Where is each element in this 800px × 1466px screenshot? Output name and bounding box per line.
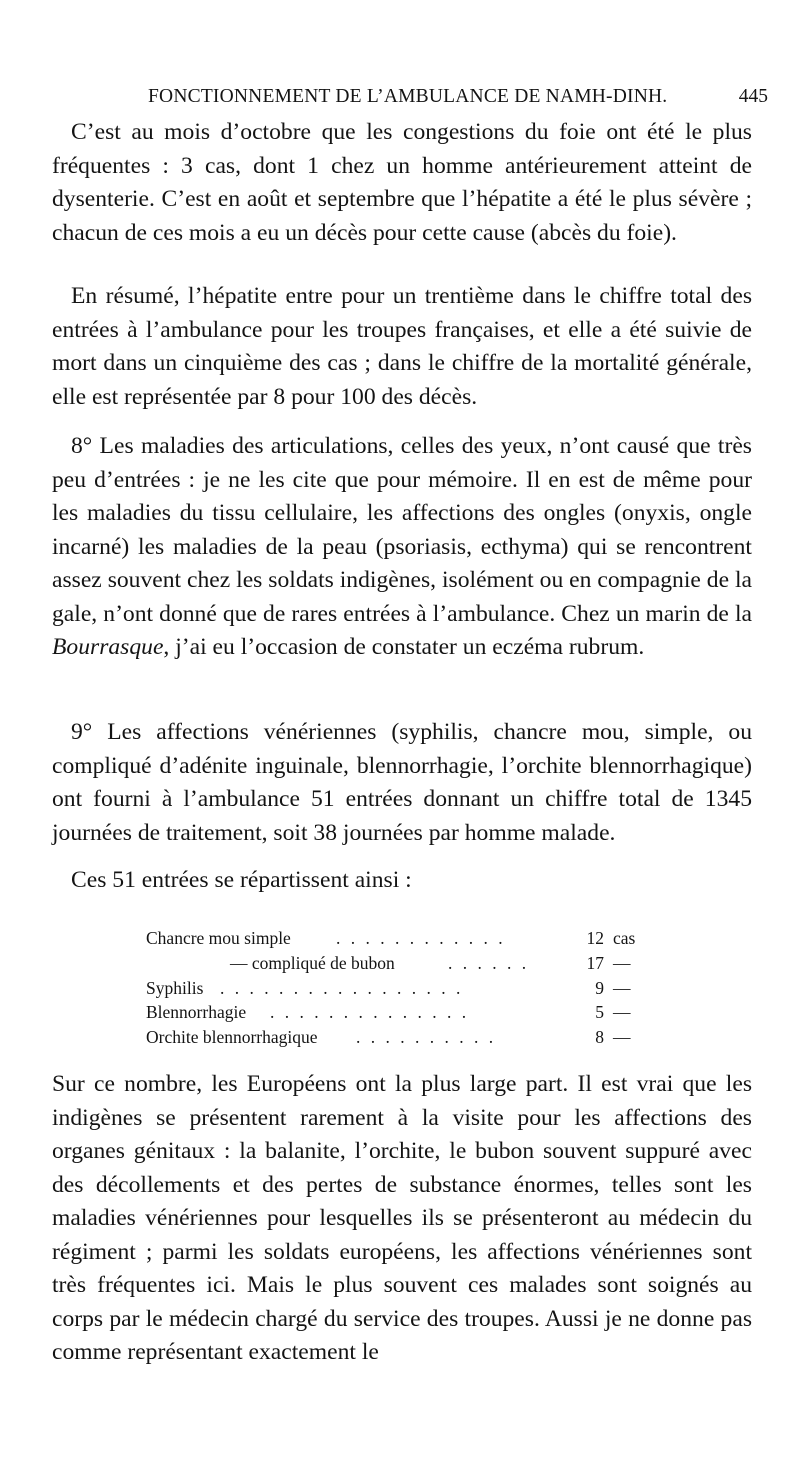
row-unit: —: [613, 1002, 631, 1023]
row-label: Chancre mou simple: [146, 928, 291, 948]
page-number: 445: [738, 86, 768, 107]
paragraph-hepatitis-summary: [52, 280, 752, 414]
paragraph-text: C’est au mois d’octobre que les congestions du foie ont été le plus fréquentes : 3 cas, dont 1 chez un homme antérieurement atteint de dysenterie. C’est en août et septembre que l’hépatite a été le plus sévère ; chacun de ces mois a eu un décès pour cette cause (abcès du foie).: [52, 119, 752, 246]
table-row: [146, 926, 686, 951]
table-row: [146, 976, 686, 1001]
leader-dots: . . . . . .: [448, 952, 530, 973]
table-row: [146, 1025, 686, 1050]
running-head: [118, 80, 768, 112]
leader-dots: . . . . . . . . . . . .: [336, 928, 506, 948]
row-label: Syphilis: [146, 977, 204, 998]
leader-dots: . . . . . . . . . .: [356, 1027, 497, 1048]
row-label: Orchite blennorrhagique: [146, 1027, 318, 1048]
row-unit: —: [613, 1027, 631, 1048]
paragraph-venereal-diseases: [52, 716, 752, 850]
row-value: 5: [595, 1002, 604, 1023]
row-value: 17: [586, 952, 604, 973]
ship-name: Bourrasque: [52, 634, 164, 660]
paragraph-liver-congestion: [52, 116, 752, 250]
paragraph-text: 9° Les affections vénériennes (syphilis, chancre mou, simple, ou compliqué d’adénite inguinale, blennorrhagie, l’orchite blennorrhagique) ont fourni à l’ambulance 51 entrées donnant un chiffre total de 1345 journées de traitement, soit 38 journées par homme malade.: [52, 719, 752, 846]
paragraph-text: Ces 51 entrées se répartissent ainsi :: [71, 867, 412, 893]
leader-dots: . . . . . . . . . . . . . . . . .: [220, 977, 464, 998]
row-value: 8: [595, 1027, 604, 1048]
paragraph-text-part: , j’ai eu l’occasion de constater un eczéma rubrum.: [163, 634, 645, 660]
leader-dots: . . . . . . . . . . . . . .: [270, 1002, 470, 1023]
row-label: — compliqué de bubon: [230, 952, 395, 973]
paragraph-distribution-intro: [52, 864, 752, 898]
row-unit: cas: [613, 928, 636, 948]
row-unit: —: [613, 977, 631, 998]
table-row: [146, 1000, 686, 1025]
paragraph-other-diseases: [52, 430, 752, 665]
row-value: 12: [586, 928, 604, 948]
running-title: FONCTIONNEMENT DE L’AMBULANCE DE NAMH-DINH.: [148, 86, 668, 107]
row-value: 9: [595, 977, 604, 998]
row-label: Blennorrhagie: [146, 1002, 247, 1023]
paragraph-text-part: 8° Les maladies des articulations, celles des yeux, n’ont causé que très peu d’entrées : je ne les cite que pour mémoire. Il en est de même pour les maladies du tissu cellulaire, les affections des ongles (onyxis, ongle incarné) les maladies de la peau (psoriasis, ecthyma) qui se rencontrent assez souvent chez les soldats indigènes, isolément ou en compagnie de la gale, n’ont donné que de rares entrées à l’ambulance. Chez un marin de la: [52, 433, 752, 627]
venereal-cases-table: [146, 926, 686, 1050]
paragraph-europeans-share: [52, 1068, 752, 1370]
row-unit: —: [613, 952, 631, 973]
paragraph-text: En résumé, l’hépatite entre pour un trentième dans le chiffre total des entrées à l’ambulance pour les troupes françaises, et elle a été suivie de mort dans un cinquième des cas ; dans le chiffre de la mortalité générale, elle est représentée par 8 pour 100 des décès.: [52, 283, 752, 410]
paragraph-text: [52, 430, 752, 665]
paragraph-text: Sur ce nombre, les Européens ont la plus large part. Il est vrai que les indigènes se présentent rarement à la visite pour les affections des organes génitaux : la balanite, l’orchite, le bubon souvent suppuré avec des décollements et des pertes de substance énormes, telles sont les maladies vénériennes pour lesquelles ils se présenteront au médecin du régiment ; parmi les soldats européens, les affections vénériennes sont très fréquentes ici. Mais le plus souvent ces malades sont soignés au corps par le médecin chargé du service des troupes. Aussi je ne donne pas comme représentant exactement le: [52, 1071, 752, 1365]
table-row: [146, 951, 686, 976]
